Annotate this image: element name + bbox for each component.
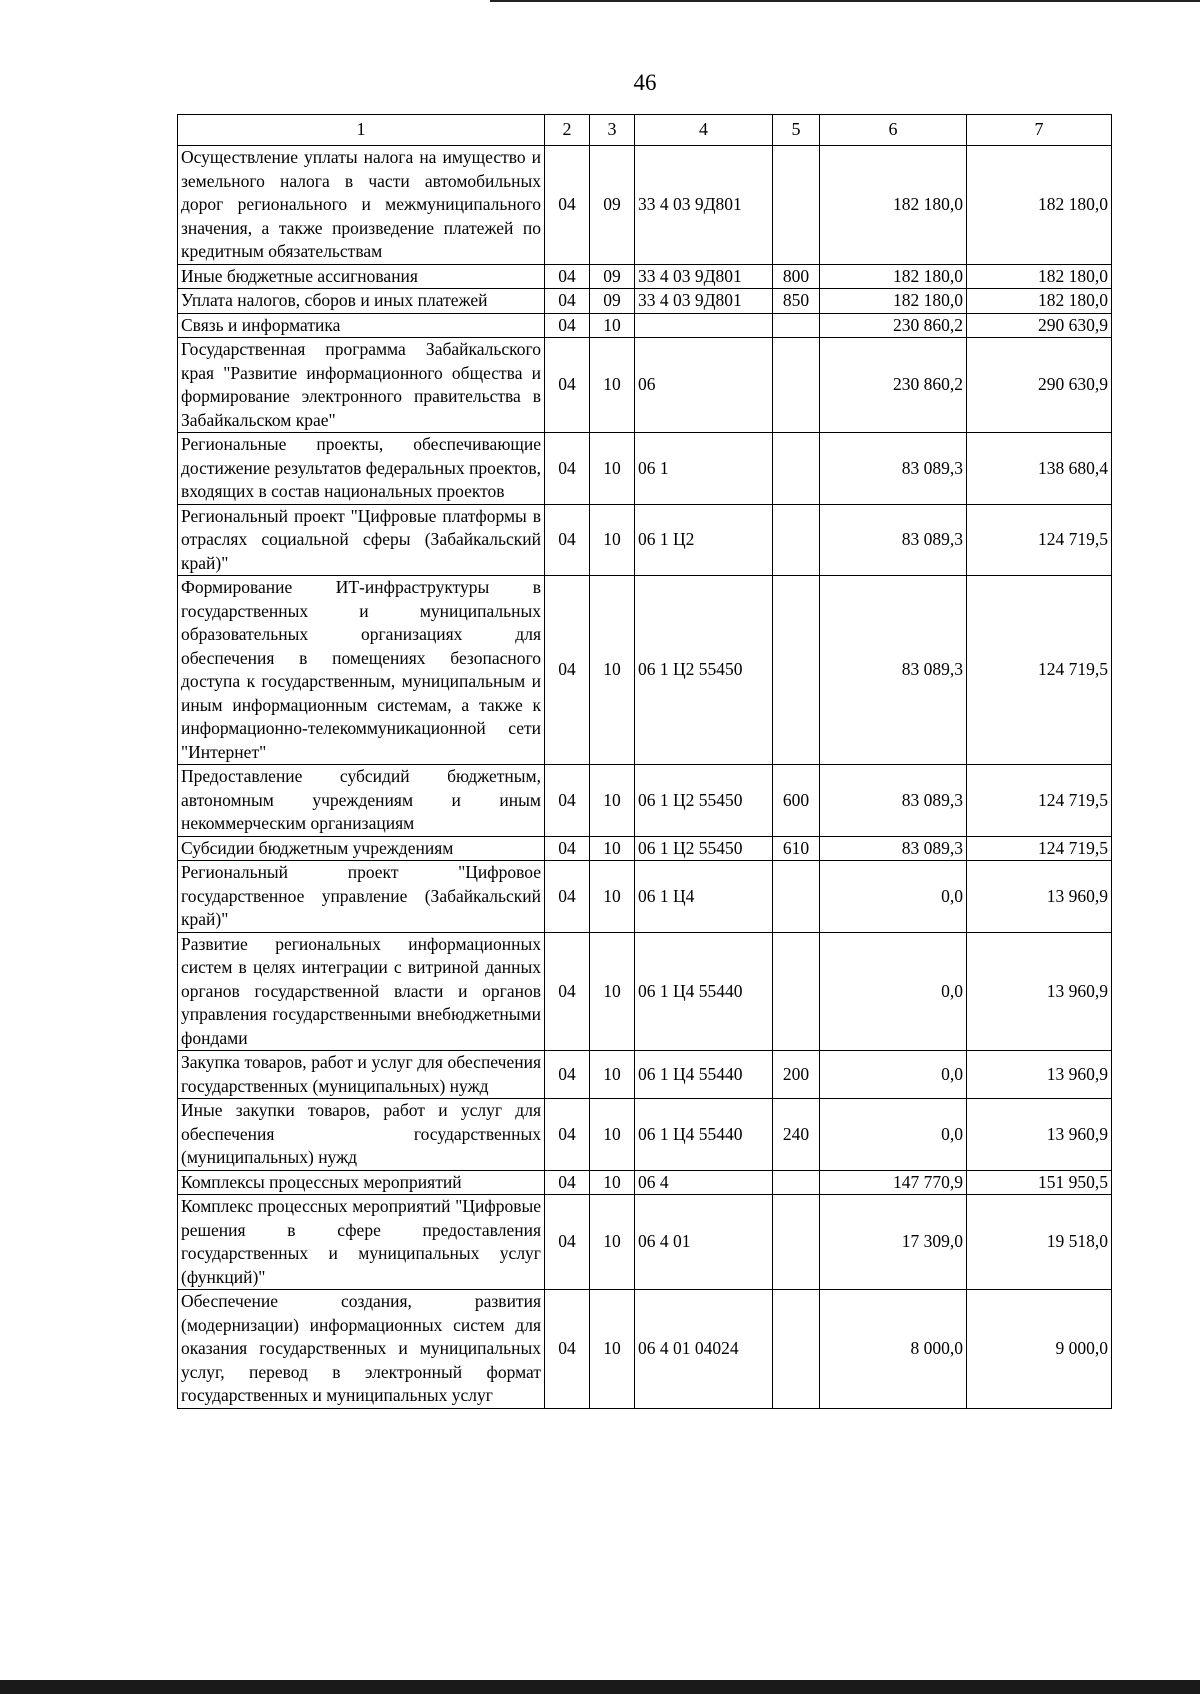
subsection-code-cell: 10 [590,1170,635,1195]
row-name-cell: Предоставление субсидий бюджетным, автономным учреждениям и иным некоммерческим организациям [178,765,545,837]
column-header: 6 [820,115,967,146]
target-article-cell: 06 1 Ц2 [635,504,773,576]
section-code-cell: 04 [545,1051,590,1099]
expense-type-cell [773,1290,820,1409]
row-name-cell: Осуществление уплаты налога на имущество и земельного налога в части автомобильных дорог регионального и межмуниципального значения, а также произведение платежей по кредитным обязательствам [178,146,545,265]
table-row [178,146,1112,265]
section-code-cell: 04 [545,313,590,338]
header-row [178,115,1112,146]
expense-type-cell [773,1170,820,1195]
amount-year2-cell: 151 950,5 [967,1170,1112,1195]
target-article-cell: 06 1 [635,433,773,505]
expense-type-cell [773,1195,820,1290]
row-name-cell: Иные бюджетные ассигнования [178,264,545,289]
table-row [178,504,1112,576]
subsection-code-cell: 10 [590,1051,635,1099]
target-article-cell: 33 4 03 9Д801 [635,289,773,314]
target-article-cell: 06 1 Ц2 55450 [635,836,773,861]
target-article-cell: 06 1 Ц4 55440 [635,932,773,1051]
column-header: 4 [635,115,773,146]
subsection-code-cell: 10 [590,1099,635,1171]
target-article-cell: 33 4 03 9Д801 [635,264,773,289]
section-code-cell: 04 [545,1170,590,1195]
amount-year2-cell: 19 518,0 [967,1195,1112,1290]
amount-year2-cell: 182 180,0 [967,289,1112,314]
amount-year1-cell: 83 089,3 [820,433,967,505]
target-article-cell [635,313,773,338]
expense-type-cell: 600 [773,765,820,837]
column-header: 2 [545,115,590,146]
amount-year1-cell: 83 089,3 [820,836,967,861]
amount-year2-cell: 290 630,9 [967,338,1112,433]
subsection-code-cell: 09 [590,289,635,314]
budget-table [177,114,1112,1409]
amount-year2-cell: 13 960,9 [967,932,1112,1051]
amount-year2-cell: 124 719,5 [967,504,1112,576]
row-name-cell: Развитие региональных информационных систем в целях интеграции с витриной данных органов государственной власти и органов управления государственными внебюджетными фондами [178,932,545,1051]
target-article-cell: 06 4 [635,1170,773,1195]
table-row [178,433,1112,505]
row-name-cell: Закупка товаров, работ и услуг для обеспечения государственных (муниципальных) нужд [178,1051,545,1099]
table-row [178,289,1112,314]
table-row [178,264,1112,289]
target-article-cell: 06 1 Ц4 [635,861,773,933]
expense-type-cell: 610 [773,836,820,861]
section-code-cell: 04 [545,1290,590,1409]
subsection-code-cell: 10 [590,765,635,837]
subsection-code-cell: 10 [590,861,635,933]
amount-year1-cell: 0,0 [820,861,967,933]
target-article-cell: 06 [635,338,773,433]
table-row [178,313,1112,338]
amount-year2-cell: 138 680,4 [967,433,1112,505]
subsection-code-cell: 10 [590,576,635,765]
expense-type-cell [773,504,820,576]
section-code-cell: 04 [545,146,590,265]
subsection-code-cell: 09 [590,146,635,265]
amount-year2-cell: 9 000,0 [967,1290,1112,1409]
table-row [178,1290,1112,1409]
table-row [178,1099,1112,1171]
amount-year2-cell: 124 719,5 [967,765,1112,837]
subsection-code-cell: 10 [590,1290,635,1409]
row-name-cell: Обеспечение создания, развития (модернизации) информационных систем для оказания государственных и муниципальных услуг, перевод в электронный формат государственных и муниципальных услуг [178,1290,545,1409]
row-name-cell: Региональный проект "Цифровое государственное управление (Забайкальский край)" [178,861,545,933]
subsection-code-cell: 10 [590,433,635,505]
expense-type-cell: 800 [773,264,820,289]
amount-year2-cell: 13 960,9 [967,861,1112,933]
target-article-cell: 06 1 Ц2 55450 [635,765,773,837]
table-row [178,1170,1112,1195]
amount-year1-cell: 83 089,3 [820,504,967,576]
table-row [178,836,1112,861]
amount-year1-cell: 0,0 [820,1099,967,1171]
expense-type-cell [773,576,820,765]
table-row [178,338,1112,433]
subsection-code-cell: 10 [590,338,635,433]
subsection-code-cell: 10 [590,836,635,861]
amount-year2-cell: 124 719,5 [967,836,1112,861]
amount-year2-cell: 13 960,9 [967,1099,1112,1171]
row-name-cell: Государственная программа Забайкальского края "Развитие информационного общества и формирование электронного правительства в Забайкальском крае" [178,338,545,433]
row-name-cell: Региональные проекты, обеспечивающие достижение результатов федеральных проектов, входящих в состав национальных проектов [178,433,545,505]
expense-type-cell [773,146,820,265]
row-name-cell: Иные закупки товаров, работ и услуг для обеспечения государственных (муниципальных) нужд [178,1099,545,1171]
target-article-cell: 33 4 03 9Д801 [635,146,773,265]
page-number: 46 [633,70,657,95]
amount-year1-cell: 230 860,2 [820,313,967,338]
table-row [178,576,1112,765]
row-name-cell: Формирование ИТ-инфраструктуры в государственных и муниципальных образовательных организациях для обеспечения в помещениях безопасного доступа к государственным, муниципальным и иным информационным системам, а также к информационно-телекоммуникационной сети "Интернет" [178,576,545,765]
column-header: 7 [967,115,1112,146]
amount-year2-cell: 13 960,9 [967,1051,1112,1099]
section-code-cell: 04 [545,264,590,289]
column-header: 3 [590,115,635,146]
expense-type-cell: 240 [773,1099,820,1171]
expense-type-cell [773,932,820,1051]
top-rule [490,0,1200,2]
subsection-code-cell: 10 [590,932,635,1051]
table-row [178,861,1112,933]
expense-type-cell [773,338,820,433]
amount-year1-cell: 230 860,2 [820,338,967,433]
amount-year1-cell: 83 089,3 [820,765,967,837]
table-row [178,765,1112,837]
expense-type-cell: 850 [773,289,820,314]
section-code-cell: 04 [545,861,590,933]
section-code-cell: 04 [545,1195,590,1290]
amount-year1-cell: 182 180,0 [820,146,967,265]
subsection-code-cell: 10 [590,313,635,338]
section-code-cell: 04 [545,576,590,765]
amount-year1-cell: 182 180,0 [820,289,967,314]
scan-edge [0,1680,1200,1694]
amount-year1-cell: 17 309,0 [820,1195,967,1290]
section-code-cell: 04 [545,765,590,837]
section-code-cell: 04 [545,433,590,505]
expense-type-cell [773,861,820,933]
table-row [178,1195,1112,1290]
expense-type-cell [773,433,820,505]
table-row [178,932,1112,1051]
amount-year1-cell: 8 000,0 [820,1290,967,1409]
row-name-cell: Региональный проект "Цифровые платформы в отраслях социальной сферы (Забайкальский край)" [178,504,545,576]
section-code-cell: 04 [545,1099,590,1171]
expense-type-cell [773,313,820,338]
section-code-cell: 04 [545,504,590,576]
expense-type-cell: 200 [773,1051,820,1099]
section-code-cell: 04 [545,932,590,1051]
amount-year2-cell: 182 180,0 [967,264,1112,289]
target-article-cell: 06 4 01 [635,1195,773,1290]
subsection-code-cell: 10 [590,1195,635,1290]
target-article-cell: 06 1 Ц4 55440 [635,1099,773,1171]
row-name-cell: Связь и информатика [178,313,545,338]
amount-year2-cell: 124 719,5 [967,576,1112,765]
row-name-cell: Комплексы процессных мероприятий [178,1170,545,1195]
target-article-cell: 06 4 01 04024 [635,1290,773,1409]
subsection-code-cell: 10 [590,504,635,576]
column-header: 5 [773,115,820,146]
target-article-cell: 06 1 Ц2 55450 [635,576,773,765]
amount-year2-cell: 290 630,9 [967,313,1112,338]
subsection-code-cell: 09 [590,264,635,289]
target-article-cell: 06 1 Ц4 55440 [635,1051,773,1099]
amount-year2-cell: 182 180,0 [967,146,1112,265]
amount-year1-cell: 83 089,3 [820,576,967,765]
amount-year1-cell: 147 770,9 [820,1170,967,1195]
section-code-cell: 04 [545,836,590,861]
section-code-cell: 04 [545,338,590,433]
amount-year1-cell: 0,0 [820,1051,967,1099]
row-name-cell: Комплекс процессных мероприятий "Цифровые решения в сфере предоставления государственных и муниципальных услуг (функций)" [178,1195,545,1290]
row-name-cell: Субсидии бюджетным учреждениям [178,836,545,861]
table-row [178,1051,1112,1099]
section-code-cell: 04 [545,289,590,314]
amount-year1-cell: 182 180,0 [820,264,967,289]
row-name-cell: Уплата налогов, сборов и иных платежей [178,289,545,314]
amount-year1-cell: 0,0 [820,932,967,1051]
column-header: 1 [178,115,545,146]
